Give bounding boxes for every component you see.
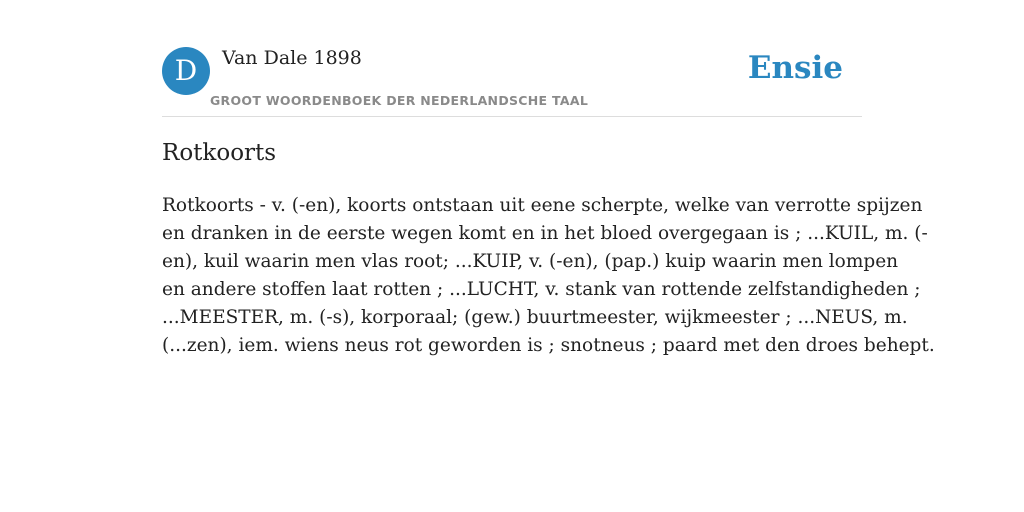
source-subtitle: GROOT WOORDENBOEK DER NEDERLANDSCHE TAAL bbox=[210, 93, 589, 108]
definition-line: en andere stoffen laat rotten ; ...LUCHT, v. stank van rottende zelfstandigheden ; bbox=[162, 279, 921, 300]
ensie-logo[interactable]: Ensie bbox=[747, 50, 843, 86]
definition-line: ...MEESTER, m. (-s), korporaal; (gew.) buurtmeester, wijkmeester ; ...NEUS, m. bbox=[162, 307, 908, 328]
definition-line: (...zen), iem. wiens neus rot geworden is ; snotneus ; paard met den droes behept. bbox=[162, 335, 935, 356]
definition-line: en), kuil waarin men vlas root; ...KUIP, v. (-en), (pap.) kuip waarin men lompen bbox=[162, 251, 899, 272]
source-title[interactable]: Van Dale 1898 bbox=[222, 47, 362, 69]
definition-line: Rotkoorts - v. (-en), koorts ontstaan uit eene scherpte, welke van verrotte spijzen bbox=[162, 195, 923, 216]
entry-title: Rotkoorts bbox=[162, 140, 277, 166]
definition-line: en dranken in de eerste wegen komt en in het bloed overgegaan is ; ...KUIL, m. (- bbox=[162, 223, 928, 244]
source-avatar[interactable]: D bbox=[162, 47, 210, 95]
source-header bbox=[162, 46, 862, 117]
entry-definition bbox=[162, 192, 935, 360]
